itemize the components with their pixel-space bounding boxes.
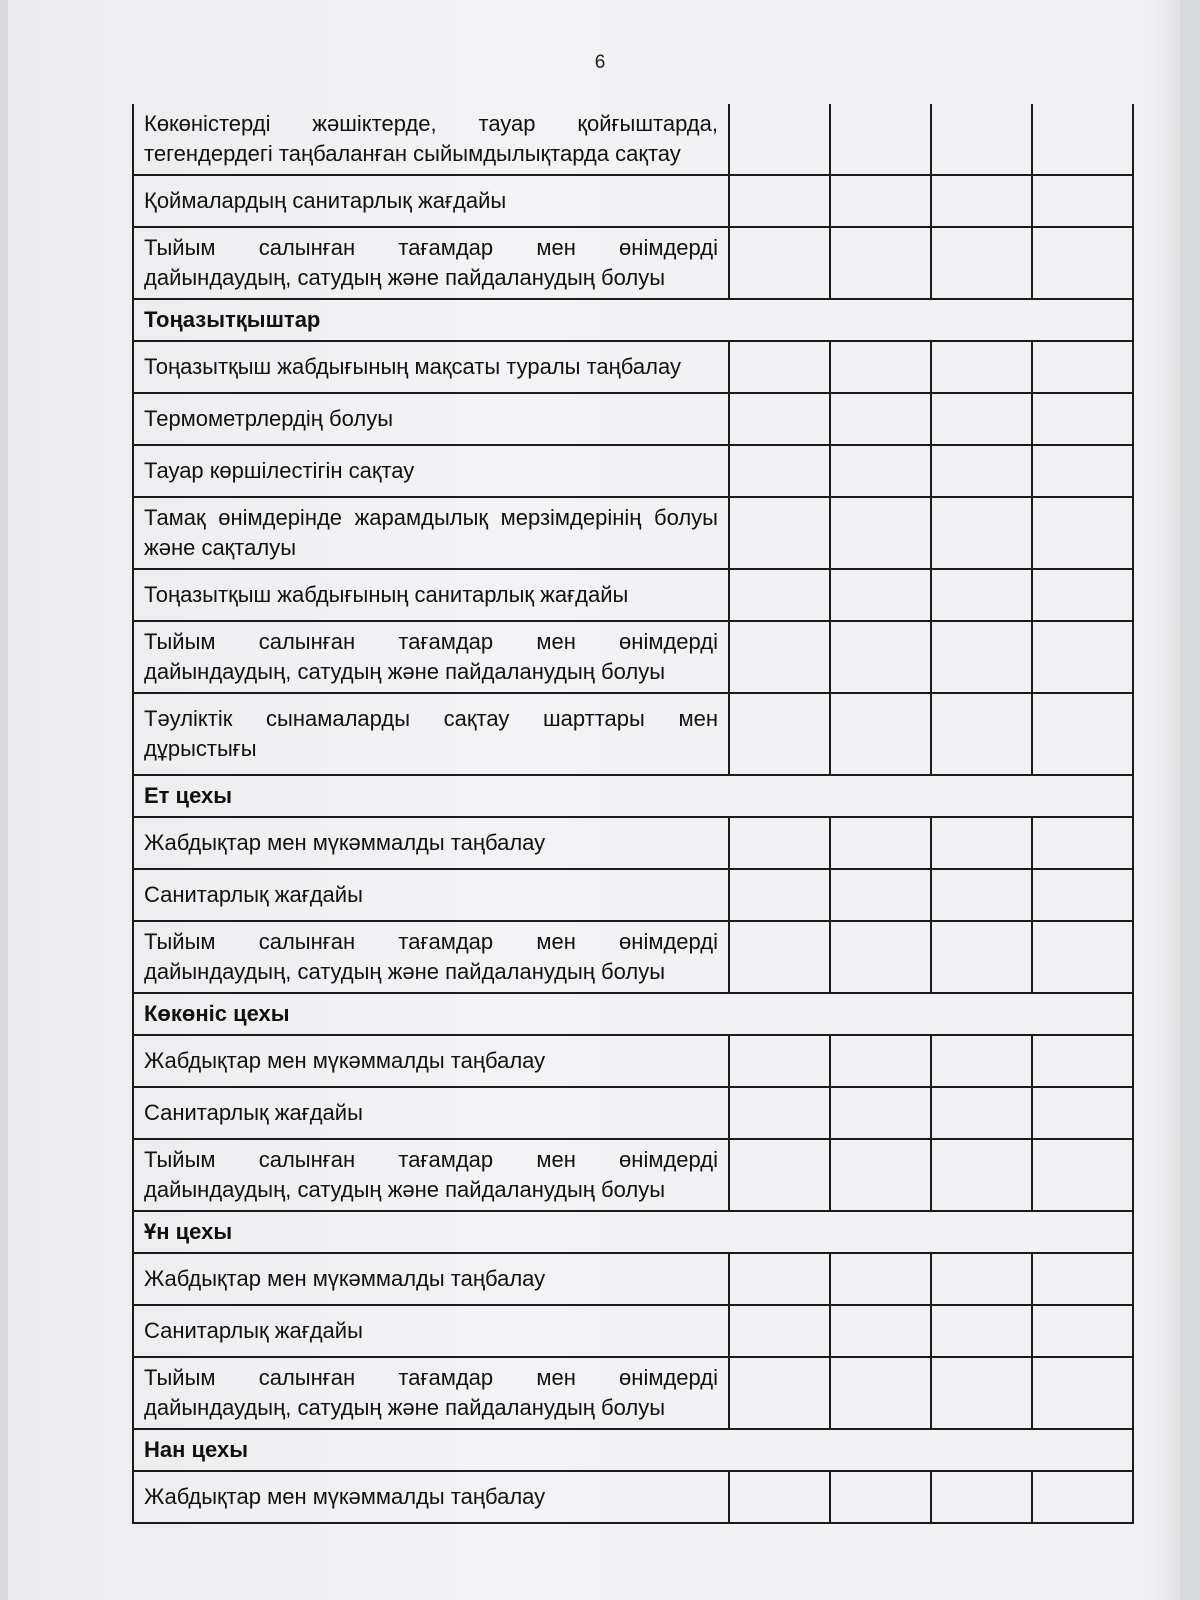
mark-cell <box>1032 1035 1133 1087</box>
section-title: Ет цехы <box>133 775 1133 817</box>
mark-cell <box>931 1357 1032 1429</box>
checklist-item-text: Санитарлық жағдайы <box>133 1087 729 1139</box>
mark-cell <box>931 621 1032 693</box>
checklist-item-row <box>133 1035 1133 1087</box>
mark-cell <box>931 693 1032 775</box>
mark-cell <box>931 393 1032 445</box>
checklist-item-text: Тыйым салынған тағамдар мен өнімдерді дайындаудың, сатудың және пайдаланудың болуы <box>133 921 729 993</box>
checklist-item-text: Жабдықтар мен мүкәммалды таңбалау <box>133 1471 729 1523</box>
checklist-item-text: Тыйым салынған тағамдар мен өнімдерді дайындаудың, сатудың және пайдаланудың болуы <box>133 1357 729 1429</box>
section-title: Тоңазытқыштар <box>133 299 1133 341</box>
mark-cell <box>830 1357 931 1429</box>
mark-cell <box>931 921 1032 993</box>
checklist-item-text: Тоңазытқыш жабдығының мақсаты туралы таңбалау <box>133 341 729 393</box>
mark-cell <box>1032 104 1133 175</box>
mark-cell <box>1032 341 1133 393</box>
mark-cell <box>1032 497 1133 569</box>
checklist-item-text: Тыйым салынған тағамдар мен өнімдерді дайындаудың, сатудың және пайдаланудың болуы <box>133 1139 729 1211</box>
mark-cell <box>729 1035 830 1087</box>
mark-cell <box>931 1305 1032 1357</box>
mark-cell <box>830 341 931 393</box>
checklist-item-row <box>133 569 1133 621</box>
mark-cell <box>729 1357 830 1429</box>
checklist-item-text: Жабдықтар мен мүкәммалды таңбалау <box>133 817 729 869</box>
mark-cell <box>729 569 830 621</box>
mark-cell <box>830 1253 931 1305</box>
checklist-item-text: Тоңазытқыш жабдығының санитарлық жағдайы <box>133 569 729 621</box>
section-header-row <box>133 993 1133 1035</box>
checklist-item-text: Тыйым салынған тағамдар мен өнімдерді дайындаудың, сатудың және пайдаланудың болуы <box>133 621 729 693</box>
section-title: Көкөніс цехы <box>133 993 1133 1035</box>
checklist-item-text: Тамақ өнімдерінде жарамдылық мерзімдерінің болуы және сақталуы <box>133 497 729 569</box>
mark-cell <box>1032 921 1133 993</box>
mark-cell <box>1032 1087 1133 1139</box>
mark-cell <box>729 393 830 445</box>
checklist-item-row <box>133 869 1133 921</box>
checklist-item-text: Санитарлық жағдайы <box>133 1305 729 1357</box>
mark-cell <box>1032 1253 1133 1305</box>
mark-cell <box>729 1253 830 1305</box>
mark-cell <box>729 341 830 393</box>
mark-cell <box>729 445 830 497</box>
mark-cell <box>931 569 1032 621</box>
mark-cell <box>931 104 1032 175</box>
section-header-row <box>133 1429 1133 1471</box>
checklist-item-text: Термометрлердің болуы <box>133 393 729 445</box>
mark-cell <box>1032 621 1133 693</box>
checklist-body <box>133 104 1133 1523</box>
mark-cell <box>729 817 830 869</box>
mark-cell <box>1032 869 1133 921</box>
checklist-item-text: Тәуліктік сынамаларды сақтау шарттары мен дұрыстығы <box>133 693 729 775</box>
mark-cell <box>1032 227 1133 299</box>
checklist-item-text: Тыйым салынған тағамдар мен өнімдерді дайындаудың, сатудың және пайдаланудың болуы <box>133 227 729 299</box>
mark-cell <box>931 227 1032 299</box>
mark-cell <box>1032 817 1133 869</box>
page-shadow <box>1150 0 1180 1600</box>
section-title: Ұн цехы <box>133 1211 1133 1253</box>
mark-cell <box>729 921 830 993</box>
mark-cell <box>830 1035 931 1087</box>
mark-cell <box>931 1087 1032 1139</box>
mark-cell <box>931 869 1032 921</box>
mark-cell <box>830 497 931 569</box>
page-number: 6 <box>594 52 606 73</box>
inspection-checklist-table <box>132 104 1134 1524</box>
mark-cell <box>830 921 931 993</box>
mark-cell <box>1032 1139 1133 1211</box>
mark-cell <box>729 693 830 775</box>
mark-cell <box>1032 693 1133 775</box>
mark-cell <box>931 497 1032 569</box>
mark-cell <box>729 227 830 299</box>
mark-cell <box>830 393 931 445</box>
checklist-item-row <box>133 1253 1133 1305</box>
mark-cell <box>830 621 931 693</box>
checklist-item-text: Қоймалардың санитарлық жағдайы <box>133 175 729 227</box>
mark-cell <box>729 497 830 569</box>
checklist-item-row <box>133 1087 1133 1139</box>
mark-cell <box>729 1471 830 1523</box>
mark-cell <box>1032 445 1133 497</box>
mark-cell <box>931 341 1032 393</box>
mark-cell <box>1032 393 1133 445</box>
checklist-item-row <box>133 1139 1133 1211</box>
checklist-item-row <box>133 1471 1133 1523</box>
checklist-item-row <box>133 175 1133 227</box>
mark-cell <box>830 817 931 869</box>
checklist-item-row <box>133 341 1133 393</box>
mark-cell <box>931 1035 1032 1087</box>
checklist-item-row <box>133 1305 1133 1357</box>
mark-cell <box>1032 569 1133 621</box>
mark-cell <box>729 104 830 175</box>
checklist-item-text: Жабдықтар мен мүкәммалды таңбалау <box>133 1253 729 1305</box>
mark-cell <box>931 1471 1032 1523</box>
mark-cell <box>931 445 1032 497</box>
mark-cell <box>1032 175 1133 227</box>
checklist-item-row <box>133 497 1133 569</box>
mark-cell <box>729 869 830 921</box>
checklist-item-row <box>133 921 1133 993</box>
mark-cell <box>1032 1471 1133 1523</box>
mark-cell <box>931 817 1032 869</box>
mark-cell <box>729 175 830 227</box>
section-title: Нан цехы <box>133 1429 1133 1471</box>
checklist-item-text: Жабдықтар мен мүкәммалды таңбалау <box>133 1035 729 1087</box>
checklist-item-text: Көкөністерді жәшіктерде, тауар қойғыштарда, тегендердегі таңбаланған сыйымдылықтарда сақтау <box>133 104 729 175</box>
checklist-item-row <box>133 393 1133 445</box>
section-header-row <box>133 1211 1133 1253</box>
mark-cell <box>830 1139 931 1211</box>
checklist-item-text: Тауар көршілестігін сақтау <box>133 445 729 497</box>
mark-cell <box>729 1139 830 1211</box>
mark-cell <box>830 1305 931 1357</box>
checklist-item-text: Санитарлық жағдайы <box>133 869 729 921</box>
checklist-item-row <box>133 1357 1133 1429</box>
mark-cell <box>1032 1357 1133 1429</box>
section-header-row <box>133 775 1133 817</box>
mark-cell <box>830 1471 931 1523</box>
mark-cell <box>830 227 931 299</box>
mark-cell <box>830 175 931 227</box>
mark-cell <box>830 693 931 775</box>
mark-cell <box>931 175 1032 227</box>
mark-cell <box>931 1253 1032 1305</box>
mark-cell <box>729 621 830 693</box>
mark-cell <box>931 1139 1032 1211</box>
checklist-item-row <box>133 445 1133 497</box>
mark-cell <box>729 1087 830 1139</box>
mark-cell <box>830 569 931 621</box>
checklist-item-row <box>133 693 1133 775</box>
mark-cell <box>830 104 931 175</box>
section-header-row <box>133 299 1133 341</box>
mark-cell <box>830 1087 931 1139</box>
mark-cell <box>729 1305 830 1357</box>
checklist-item-row <box>133 621 1133 693</box>
mark-cell <box>830 869 931 921</box>
checklist-item-row <box>133 227 1133 299</box>
mark-cell <box>1032 1305 1133 1357</box>
checklist-item-row <box>133 817 1133 869</box>
checklist-item-row <box>133 104 1133 175</box>
mark-cell <box>830 445 931 497</box>
